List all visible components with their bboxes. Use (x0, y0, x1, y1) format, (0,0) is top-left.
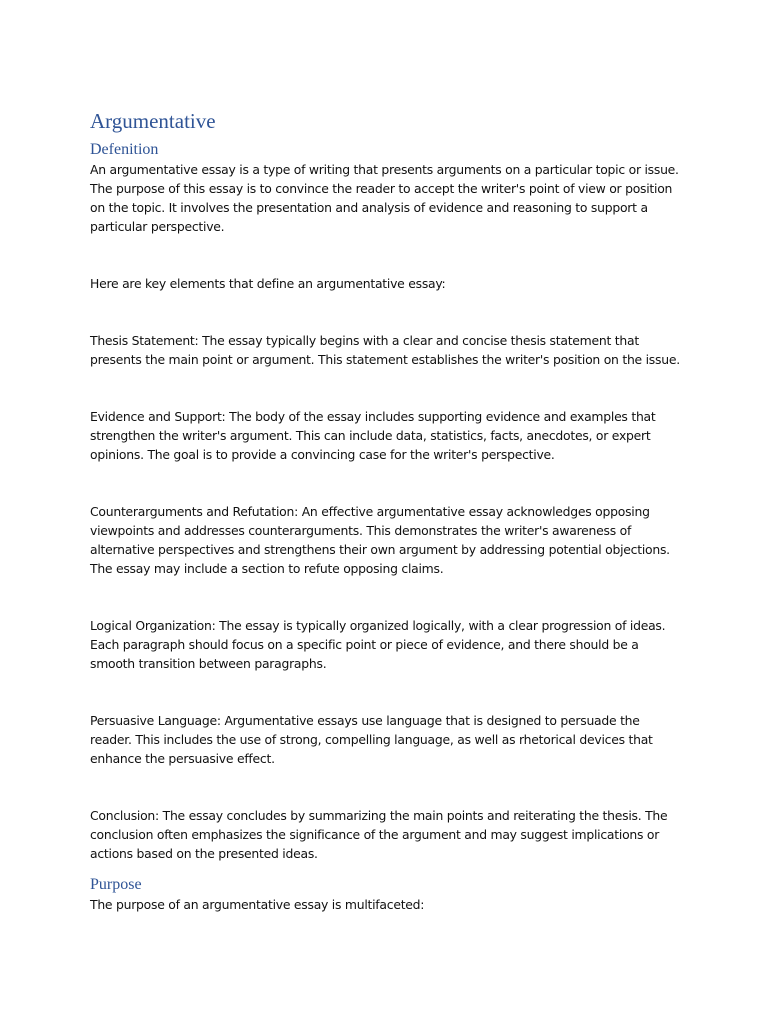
element-paragraph-counterarguments: Counterarguments and Refutation: An effective argumentative essay acknowledges opposing viewpoints and addresses counterarguments. This demonstrates the writer's awareness of alternative perspectives and strengthens their own argument by addressing potential objections. The essay may include a section to refute opposing claims. (90, 504, 670, 576)
purpose-heading: Purpose (90, 876, 142, 893)
element-paragraph-evidence: Evidence and Support: The body of the essay includes supporting evidence and examples that strengthen the writer's argument. This can include data, statistics, facts, anecdotes, or expert opinions. The goal is to provide a convincing case for the writer's perspective. (90, 409, 656, 462)
paragraph-spacer (90, 369, 682, 407)
paragraph-spacer (90, 236, 682, 274)
element-paragraph-persuasive-language: Persuasive Language: Argumentative essays use language that is designed to persuade the reader. This includes the use of strong, compelling language, as well as rhetorical devices that enhance the persuasive effect. (90, 713, 653, 766)
definition-paragraph: An argumentative essay is a type of writing that presents arguments on a particular topic or issue. The purpose of this essay is to convince the reader to accept the writer's point of view or position on the topic. It involves the presentation and analysis of evidence and reasoning to support a particular perspective. (90, 162, 679, 234)
element-paragraph-organization: Logical Organization: The essay is typically organized logically, with a clear progression of ideas. Each paragraph should focus on a specific point or piece of evidence, and there should be a smooth transition between paragraphs. (90, 618, 666, 671)
definition-heading: Defenition (90, 141, 159, 158)
intro-paragraph: Here are key elements that define an argumentative essay: (90, 276, 446, 291)
paragraph-spacer (90, 464, 682, 502)
paragraph-spacer (90, 578, 682, 616)
element-paragraph-thesis: Thesis Statement: The essay typically begins with a clear and concise thesis statement that presents the main point or argument. This statement establishes the writer's position on the issue. (90, 333, 680, 367)
document-content (90, 108, 682, 914)
paragraph-spacer (90, 673, 682, 711)
paragraph-spacer (90, 293, 682, 331)
purpose-paragraph: The purpose of an argumentative essay is multifaceted: (90, 897, 425, 912)
paragraph-spacer (90, 768, 682, 806)
element-paragraph-conclusion: Conclusion: The essay concludes by summarizing the main points and reiterating the thesis. The conclusion often emphasizes the significance of the argument and may suggest implications or actions based on the presented ideas. (90, 808, 668, 861)
document-title: Argumentative (90, 109, 216, 133)
